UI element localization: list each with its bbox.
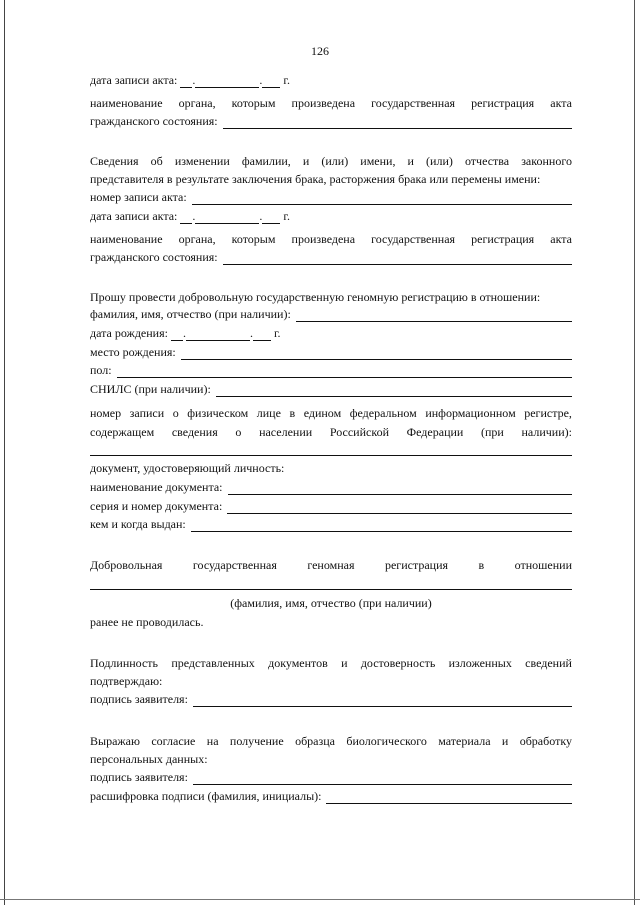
word: органа,: [178, 232, 216, 246]
word: населении: [259, 425, 313, 439]
birth-place-label: место рождения:: [90, 345, 176, 359]
word: в: [289, 406, 296, 420]
authenticity-line-1: [90, 655, 572, 671]
organ-field-2[interactable]: [223, 252, 572, 265]
act-number-row: [90, 189, 572, 205]
page-border-left: [4, 0, 5, 905]
word: сведения: [171, 425, 218, 439]
issued-row: [90, 516, 572, 532]
fio-field[interactable]: [296, 309, 572, 322]
word: законного: [521, 154, 572, 168]
not-conducted-text: ранее не проводилась.: [90, 615, 204, 629]
doc-name-row: [90, 479, 572, 495]
word: регистрация: [471, 232, 535, 246]
page-number: 126: [311, 44, 329, 58]
word: изложенных: [448, 656, 512, 670]
word: о: [172, 406, 179, 420]
subject-name-caption: (фамилия, имя, отчество (при наличии): [230, 596, 432, 610]
word: Сведения: [90, 154, 139, 168]
word: акта: [550, 232, 572, 246]
birth-place-field[interactable]: [181, 347, 572, 360]
subject-name-field[interactable]: [90, 589, 572, 590]
doc-series-field[interactable]: [227, 501, 572, 514]
signature-field-2[interactable]: [193, 772, 572, 785]
word: едином: [303, 406, 342, 420]
signature-row: [90, 691, 572, 707]
word: документов: [268, 656, 328, 670]
word: содержащем: [90, 425, 155, 439]
birth-year-suffix: г.: [273, 326, 281, 340]
word: органа,: [178, 96, 216, 110]
signature-field[interactable]: [193, 694, 572, 707]
word: фамилии,: [241, 154, 291, 168]
organ-row-2: [90, 249, 572, 265]
word: Российской: [329, 425, 389, 439]
decipher-field[interactable]: [326, 791, 572, 804]
snils-field[interactable]: [216, 384, 572, 397]
snils-row: [90, 381, 572, 397]
word: информационном: [425, 406, 516, 420]
year-suffix-2: г.: [283, 209, 290, 223]
word: об: [150, 154, 163, 168]
birth-date-label: дата рождения:: [90, 326, 168, 340]
word: произведена: [291, 232, 356, 246]
word: на: [206, 734, 219, 748]
birth-date-row: дата рождения: . . г.: [90, 326, 281, 340]
birth-month-field[interactable]: [186, 328, 250, 341]
act-date-label-2: дата записи акта:: [90, 209, 178, 223]
birth-day-field[interactable]: [171, 328, 183, 341]
word: Подлинность: [90, 656, 159, 670]
word: образца: [295, 734, 335, 748]
word: сведений: [525, 656, 572, 670]
organ-row: [90, 113, 572, 129]
word: наименование: [90, 232, 163, 246]
consent-line-2: персональных данных:: [90, 752, 208, 766]
word: достоверность: [360, 656, 436, 670]
sex-row: [90, 362, 572, 378]
word: о: [235, 425, 242, 439]
word: материала: [438, 734, 491, 748]
word: обработку: [519, 734, 572, 748]
word: и: [341, 656, 348, 670]
word: (или): [321, 154, 349, 168]
fio-row: [90, 306, 572, 322]
word: регистрация: [471, 96, 535, 110]
act-date-row: дата записи акта: . . г.: [90, 73, 290, 87]
signature-row-2: [90, 769, 572, 785]
word: номер: [90, 406, 122, 420]
doc-series-row: [90, 498, 572, 514]
id-doc-label: документ, удостоверяющий личность:: [90, 461, 285, 475]
word: согласие: [151, 734, 196, 748]
snils-label: СНИЛС (при наличии):: [90, 382, 211, 396]
doc-name-field[interactable]: [228, 482, 572, 495]
genomic-registration-line: [90, 557, 572, 573]
fio-label: фамилия, имя, отчество (при наличии):: [90, 307, 291, 321]
signature-label-2: подпись заявителя:: [90, 770, 188, 784]
signature-label: подпись заявителя:: [90, 692, 188, 706]
word: регистре,: [524, 406, 572, 420]
day-field-2[interactable]: [180, 211, 192, 224]
act-number-field[interactable]: [192, 192, 572, 205]
word: акта: [550, 96, 572, 110]
word: Федерации: [406, 425, 464, 439]
word: федеральном: [349, 406, 417, 420]
word: и: [501, 734, 509, 748]
month-field[interactable]: [195, 75, 259, 88]
decipher-row: [90, 788, 572, 804]
word: регистрация: [384, 558, 449, 572]
word: государственная: [371, 232, 456, 246]
word: изменении: [174, 154, 230, 168]
organ-line-1b: [90, 231, 572, 247]
authenticity-line-2: подтверждаю:: [90, 674, 163, 688]
organ-label-2: гражданского состояния:: [90, 250, 218, 264]
word: которым: [231, 96, 276, 110]
page-border-bottom: [0, 899, 640, 900]
word: отчества: [464, 154, 510, 168]
act-number-label: номер записи акта:: [90, 190, 187, 204]
sex-label: пол:: [90, 363, 112, 377]
word: государственная: [192, 558, 277, 572]
word: отношении: [514, 558, 572, 572]
organ-line-1: [90, 95, 572, 111]
birth-year-field[interactable]: [253, 328, 271, 341]
day-field[interactable]: [180, 75, 192, 88]
word: физическом: [187, 406, 249, 420]
change-heading-line-2: представителя в результате заключения брака, расторжения брака или перемены имени:: [90, 172, 541, 186]
word: в: [478, 558, 485, 572]
organ-field[interactable]: [223, 116, 572, 129]
word: биологического: [346, 734, 427, 748]
word: и: [302, 154, 310, 168]
word: геномная: [307, 558, 355, 572]
decipher-label: расшифровка подписи (фамилия, инициалы):: [90, 789, 322, 803]
consent-line-1: [90, 733, 572, 749]
issued-label: кем и когда выдан:: [90, 517, 186, 531]
word: наличии):: [521, 425, 572, 439]
word: имени,: [360, 154, 396, 168]
word: государственная: [371, 96, 456, 110]
page-border-right: [634, 0, 635, 905]
word: (или): [426, 154, 453, 168]
issued-field[interactable]: [191, 519, 572, 532]
word: лице: [256, 406, 281, 420]
month-field-2[interactable]: [195, 211, 259, 224]
word: наименование: [90, 96, 163, 110]
word: представленных: [171, 656, 255, 670]
register-line-2: [90, 424, 572, 440]
word: произведена: [291, 96, 356, 110]
birth-place-row: [90, 344, 572, 360]
word: Добровольная: [90, 558, 163, 572]
year-suffix: г.: [283, 73, 290, 87]
request-text: Прошу провести добровольную государственную геномную регистрацию в отношении:: [90, 290, 541, 304]
word: записи: [129, 406, 165, 420]
doc-series-label: серия и номер документа:: [90, 499, 223, 513]
register-line-1: [90, 405, 572, 421]
sex-field[interactable]: [117, 365, 572, 378]
year-field[interactable]: [262, 75, 280, 88]
year-field-2[interactable]: [262, 211, 280, 224]
change-heading-line-1: [90, 153, 572, 169]
organ-label: гражданского состояния:: [90, 114, 218, 128]
word: получение: [229, 734, 284, 748]
act-date-row-2: дата записи акта: . . г.: [90, 209, 290, 223]
word: и: [407, 154, 414, 168]
word: которым: [231, 232, 276, 246]
act-date-label: дата записи акта:: [90, 73, 178, 87]
doc-name-label: наименование документа:: [90, 480, 223, 494]
register-number-field[interactable]: [90, 455, 572, 456]
word: (при: [480, 425, 504, 439]
word: Выражаю: [90, 734, 140, 748]
